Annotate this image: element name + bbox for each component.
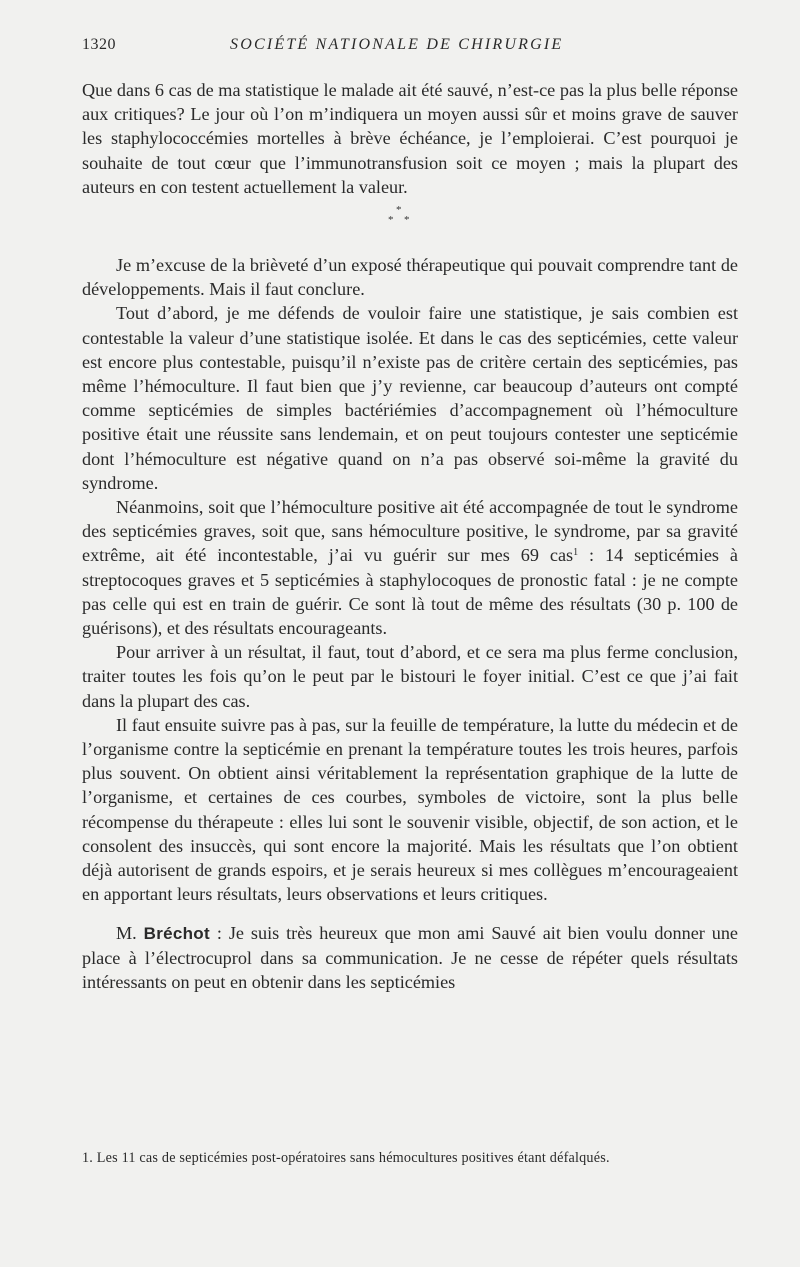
speaker-name: Bréchot (143, 923, 210, 943)
footnote-marker: 1. (82, 1150, 94, 1166)
page-number: 1320 (82, 36, 116, 53)
paragraph-text: : Je suis très heureux que mon ami Sauvé ait bien voulu donner une place à l’électrocuprol dans sa communication. Je ne cesse de répéter quels résultats intéressants on peut en obtenir dans les septicémies (82, 922, 738, 992)
asterism-star: * (388, 214, 394, 227)
paragraph-text: Néanmoins, soit que l’hémoculture positive ait été accompagnée de tout le syndrome des septicémies graves, soit que, sans hémoculture positive, le syndrome, par sa gravité extrême, ait été incontestable, j’ai vu guérir sur mes 69 cas (82, 497, 738, 566)
paragraph (82, 921, 738, 995)
paragraph-text: : 14 septicémies à streptocoques graves et 5 septicémies à staphylocoques de pronostic fatal : je ne compte pas celle qui est en train de guérir. Ce sont là tout de même des résultats (30 p. 100 de guérisons), et des résultats encourageants. (82, 545, 738, 639)
running-title: SOCIÉTÉ NATIONALE DE CHIRURGIE (230, 36, 564, 53)
footnote-reference: 1 (573, 547, 579, 559)
speaker-prefix: M. (116, 922, 144, 943)
paragraph: Tout d’abord, je me défends de vouloir faire une statistique, je sais combien est contestable la valeur d’une statistique isolée. Et dans le cas des septicémies, cette valeur est encore plus contestable, puisqu’il n’existe pas de critère certain des septicémies, pas même l’hémoculture. Il faut bien que j’y revienne, car beaucoup d’auteurs ont compté comme septicémies de simples bactériémies d’accompagnement où l’hémoculture positive était une réussite sans lendemain, et on peut toujours contester une septicémie dont l’hémoculture est négative quand on n’a pas observé soi-même la gravité du syndrome. (82, 303, 738, 493)
asterism (82, 199, 738, 253)
paragraph (82, 495, 738, 640)
paragraph: Je m’excuse de la brièveté d’un exposé thérapeutique qui pouvait comprendre tant de développements. Mais il faut conclure. (82, 255, 738, 300)
paragraph: Que dans 6 cas de ma statistique le malade ait été sauvé, n’est-ce pas la plus belle réponse aux critiques? Le jour où l’on m’indiquera un moyen aussi sûr et moins grave de sauver les staphylococcémies mortelles à brève échéance, je l’emploierai. C’est pourquoi je souhaite de tout cœur que l’immunotransfusion soit ce moyen ; mais la plupart des auteurs en con testent actuellement la valeur. (82, 80, 738, 197)
footnote (82, 1150, 738, 1167)
asterism-star: * (396, 204, 402, 217)
paragraph: Pour arriver à un résultat, il faut, tout d’abord, et ce sera ma plus ferme conclusion, traiter toutes les fois qu’on le peut par le bistouri le foyer initial. C’est ce que j’ai fait dans la plupart des cas. (82, 642, 738, 711)
asterism-star: * (404, 214, 410, 227)
footnote-text: Les 11 cas de septicémies post-opératoires sans hémocultures positives étant défalqués. (96, 1150, 610, 1166)
body-text (82, 78, 738, 994)
paragraph: Il faut ensuite suivre pas à pas, sur la feuille de température, la lutte du médecin et de l’organisme contre la septicémie en prenant la température toutes les trois heures, parfois plus souvent. On obtient ainsi véritablement la représentation graphique de la lutte de l’organisme, et certaines de ces courbes, symboles de victoire, sont la plus belle récompense du thérapeute : elles lui sont le souvenir visible, objectif, de son action, et le consolent des insuccès, qui sont encore la majorité. Mais les résultats que l’on obtient déjà autorisent de grands espoirs, et je serais heureux si mes collègues m’encourageaient en apportant leurs résultats, leurs observations et leurs critiques. (82, 714, 738, 905)
page-header (82, 36, 738, 60)
paragraph-gap (82, 907, 738, 921)
